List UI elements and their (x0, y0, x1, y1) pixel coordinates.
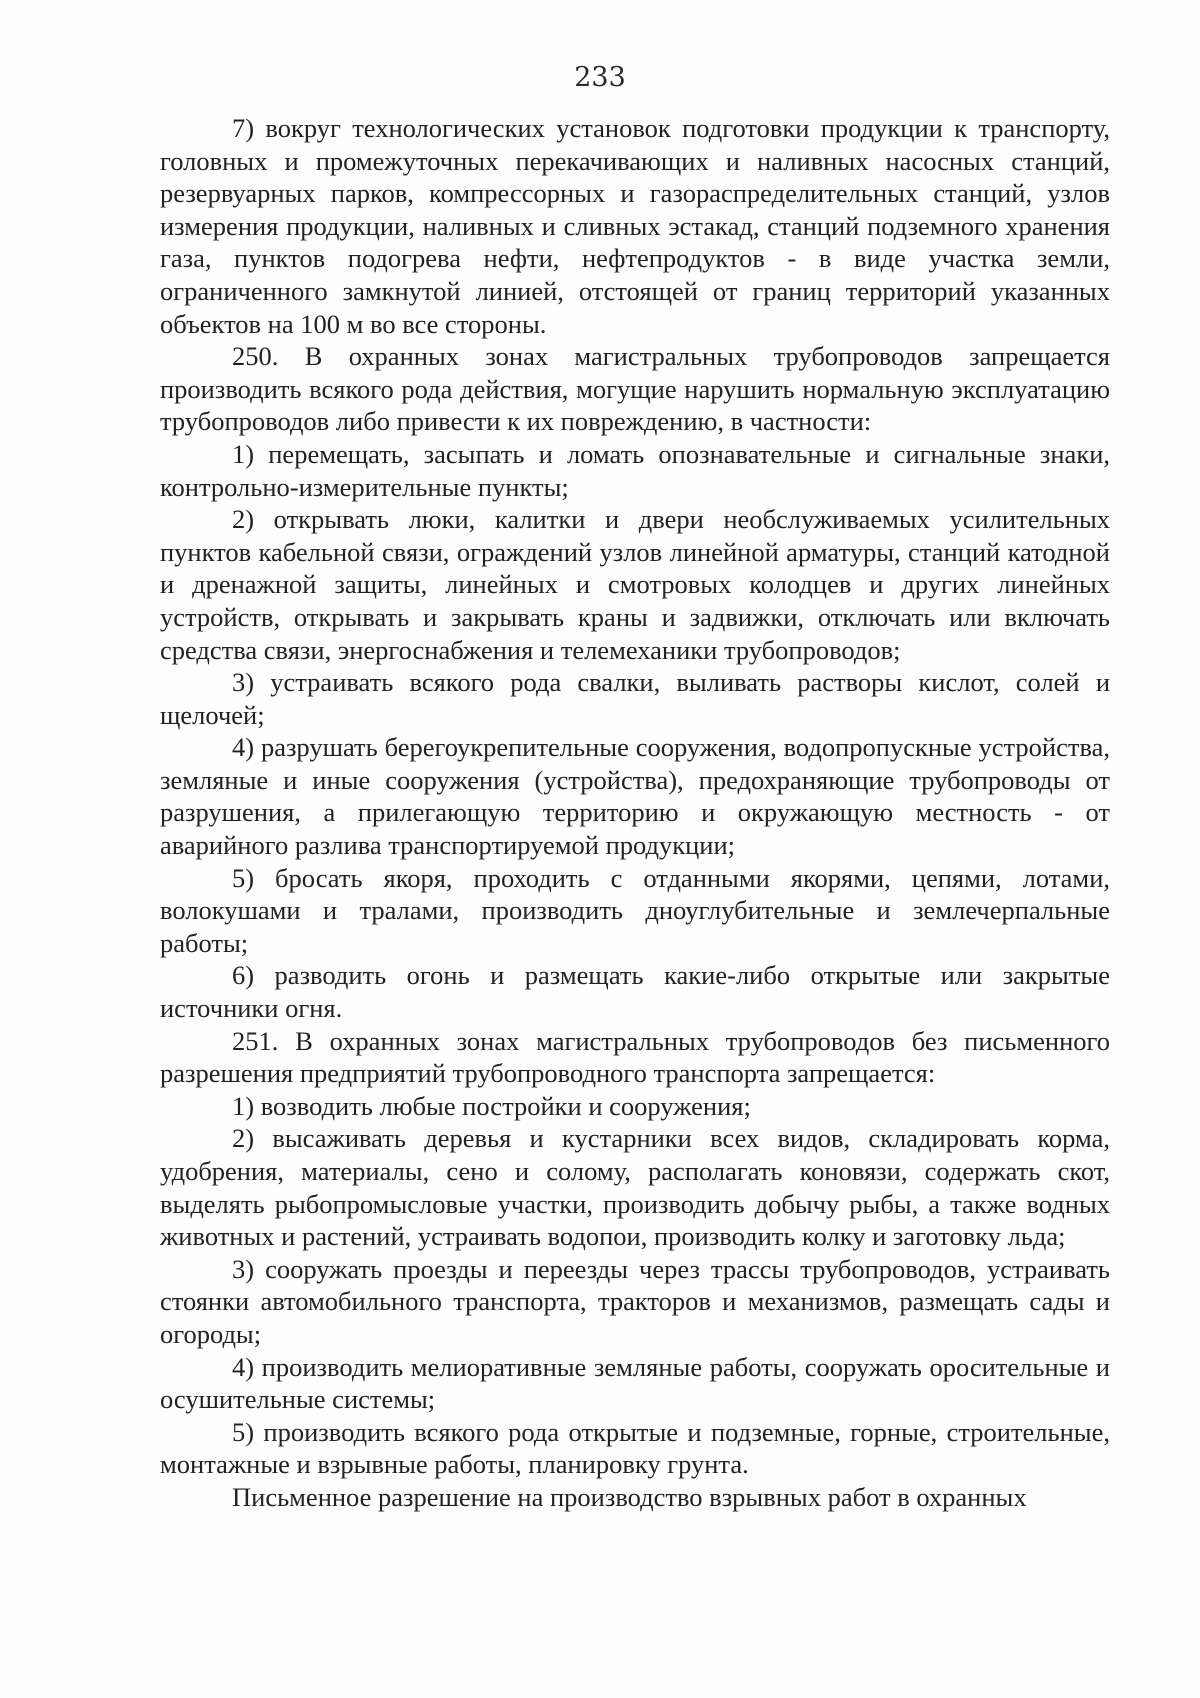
page-number: 233 (574, 62, 626, 93)
paragraph-250-item-1: 1) перемещать, засыпать и ломать опознавательные и сигнальные знаки, контрольно-измерительные пункты; (160, 438, 1110, 502)
paragraph-250-intro: 250. В охранных зонах магистральных трубопроводов запрещается производить всякого рода действия, могущие нарушить нормальную эксплуатацию трубопроводов либо привести к их повреждению, в частности: (160, 341, 1110, 437)
document-body (160, 112, 1110, 1514)
paragraph-250-item-3: 3) устраивать всякого рода свалки, выливать растворы кислот, солей и щелочей; (160, 667, 1110, 730)
paragraph-251-item-1: 1) возводить любые постройки и сооружения; (232, 1090, 751, 1121)
paragraph-251-item-2: 2) высаживать деревья и кустарники всех видов, складировать корма, удобрения, материалы, сено и солому, располагать коновязи, содержать скот, выделять рыбопромысловые участки, производить добычу рыбы, а также водных животных и растений, устраивать водопои, производить колку и заготовку льда; (160, 1123, 1110, 1252)
paragraph-251-intro: 251. В охранных зонах магистральных трубопроводов без письменного разрешения предприятий трубопроводного транспорта запрещается: (160, 1025, 1110, 1089)
paragraph-250-item-2: 2) открывать люки, калитки и двери необслуживаемых усилительных пунктов кабельной связи, ограждений узлов линейной арматуры, станций катодной и дренажной защиты, линейных и смотровых колодцев и других линейных устройств, открывать и закрывать краны и задвижки, отключать или включать средства связи, энергоснабжения и телемеханики трубопроводов; (160, 504, 1110, 665)
paragraph-7-around-installations: 7) вокруг технологических установок подготовки продукции к транспорту, головных и промежуточных перекачивающих и наливных насосных станций, резервуарных парков, компрессорных и газораспределительных станций, узлов измерения продукции, наливных и сливных эстакад, станций подземного хранения газа, пунктов подогрева нефти, нефтепродуктов - в виде участка земли, ограниченного замкнутой линией, отстоящей от границ территорий указанных объектов на 100 м во все стороны. (160, 113, 1110, 339)
paragraph-written-permission: Письменное разрешение на производство взрывных работ в охранных (232, 1481, 1027, 1512)
paragraph-251-item-3: 3) сооружать проезды и переезды через трассы трубопроводов, устраивать стоянки автомобильного транспорта, тракторов и механизмов, размещать сады и огороды; (160, 1253, 1110, 1349)
paragraph-250-item-5: 5) бросать якоря, проходить с отданными якорями, цепями, лотами, волокушами и тралами, производить дноуглубительные и землечерпальные работы; (160, 862, 1110, 958)
paragraph-250-item-4: 4) разрушать берегоукрепительные сооружения, водопропускные устройства, земляные и иные сооружения (устройства), предохраняющие трубопроводы от разрушения, а прилегающую территорию и окружающую местность - от аварийного разлива транспортируемой продукции; (160, 732, 1110, 861)
paragraph-251-item-4: 4) производить мелиоративные земляные работы, сооружать оросительные и осушительные системы; (160, 1351, 1110, 1415)
paragraph-251-item-5: 5) производить всякого рода открытые и подземные, горные, строительные, монтажные и взрывные работы, планировку грунта. (160, 1416, 1110, 1480)
paragraph-250-item-6: 6) разводить огонь и размещать какие-либо открытые или закрытые источники огня. (160, 960, 1110, 1024)
